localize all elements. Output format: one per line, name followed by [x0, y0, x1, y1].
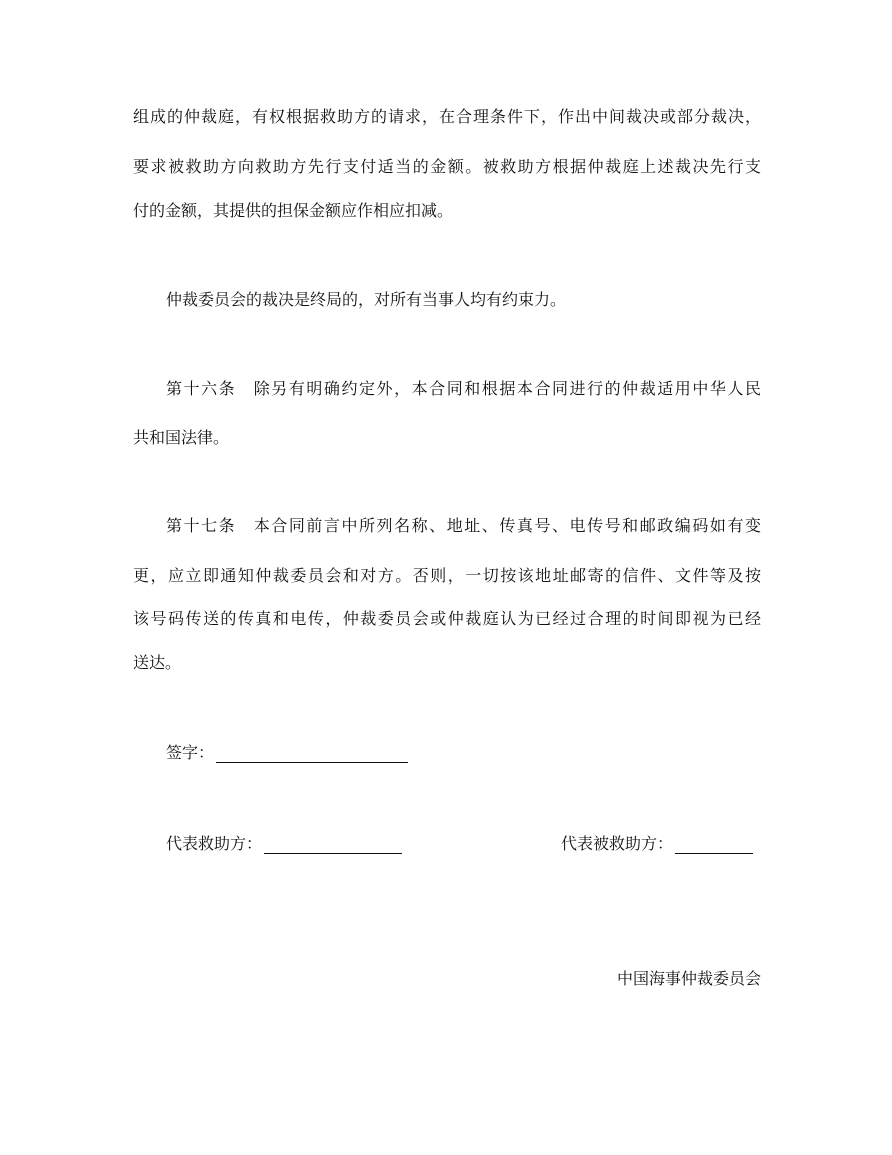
paragraph-1-line-3: 付的金额，其提供的担保金额应作相应扣减。 [133, 201, 454, 220]
sign-row [166, 743, 408, 763]
paragraph-2-line-1: 仲裁委员会的裁决是终局的，对所有当事人均有约束力。 [166, 290, 567, 309]
salvee-rep-blank-line [675, 837, 753, 854]
salvee-rep-label: 代表被救助方： [561, 834, 674, 853]
article-16-line-1: 第十六条 除另有明确约定外，本合同和根据本合同进行的仲裁适用中华人民 [166, 379, 761, 398]
article-17-line-4: 送达。 [133, 653, 182, 672]
article-17-line-3: 该号码传送的传真和电传，仲裁委员会或仲裁庭认为已经过合理的时间即视为已经 [133, 609, 761, 628]
article-17-line-1: 第十七条 本合同前言中所列名称、地址、传真号、电传号和邮政编码如有变 [166, 516, 761, 535]
sign-label: 签字： [166, 743, 215, 762]
footer-organization: 中国海事仲裁委员会 [616, 969, 761, 988]
article-16-line-2: 共和国法律。 [133, 428, 230, 447]
paragraph-1-line-1: 组成的仲裁庭，有权根据救助方的请求，在合理条件下，作出中间裁决或部分裁决， [133, 107, 761, 126]
salvor-rep-row [166, 834, 402, 854]
salvee-rep-row [561, 834, 753, 854]
salvor-rep-label: 代表救助方： [166, 834, 263, 853]
salvor-rep-blank-line [264, 837, 402, 854]
article-17-line-2: 更，应立即通知仲裁委员会和对方。否则，一切按该地址邮寄的信件、文件等及按 [133, 566, 761, 585]
paragraph-1-line-2: 要求被救助方向救助方先行支付适当的金额。被救助方根据仲裁庭上述裁决先行支 [133, 157, 761, 176]
sign-blank-line [216, 746, 408, 763]
